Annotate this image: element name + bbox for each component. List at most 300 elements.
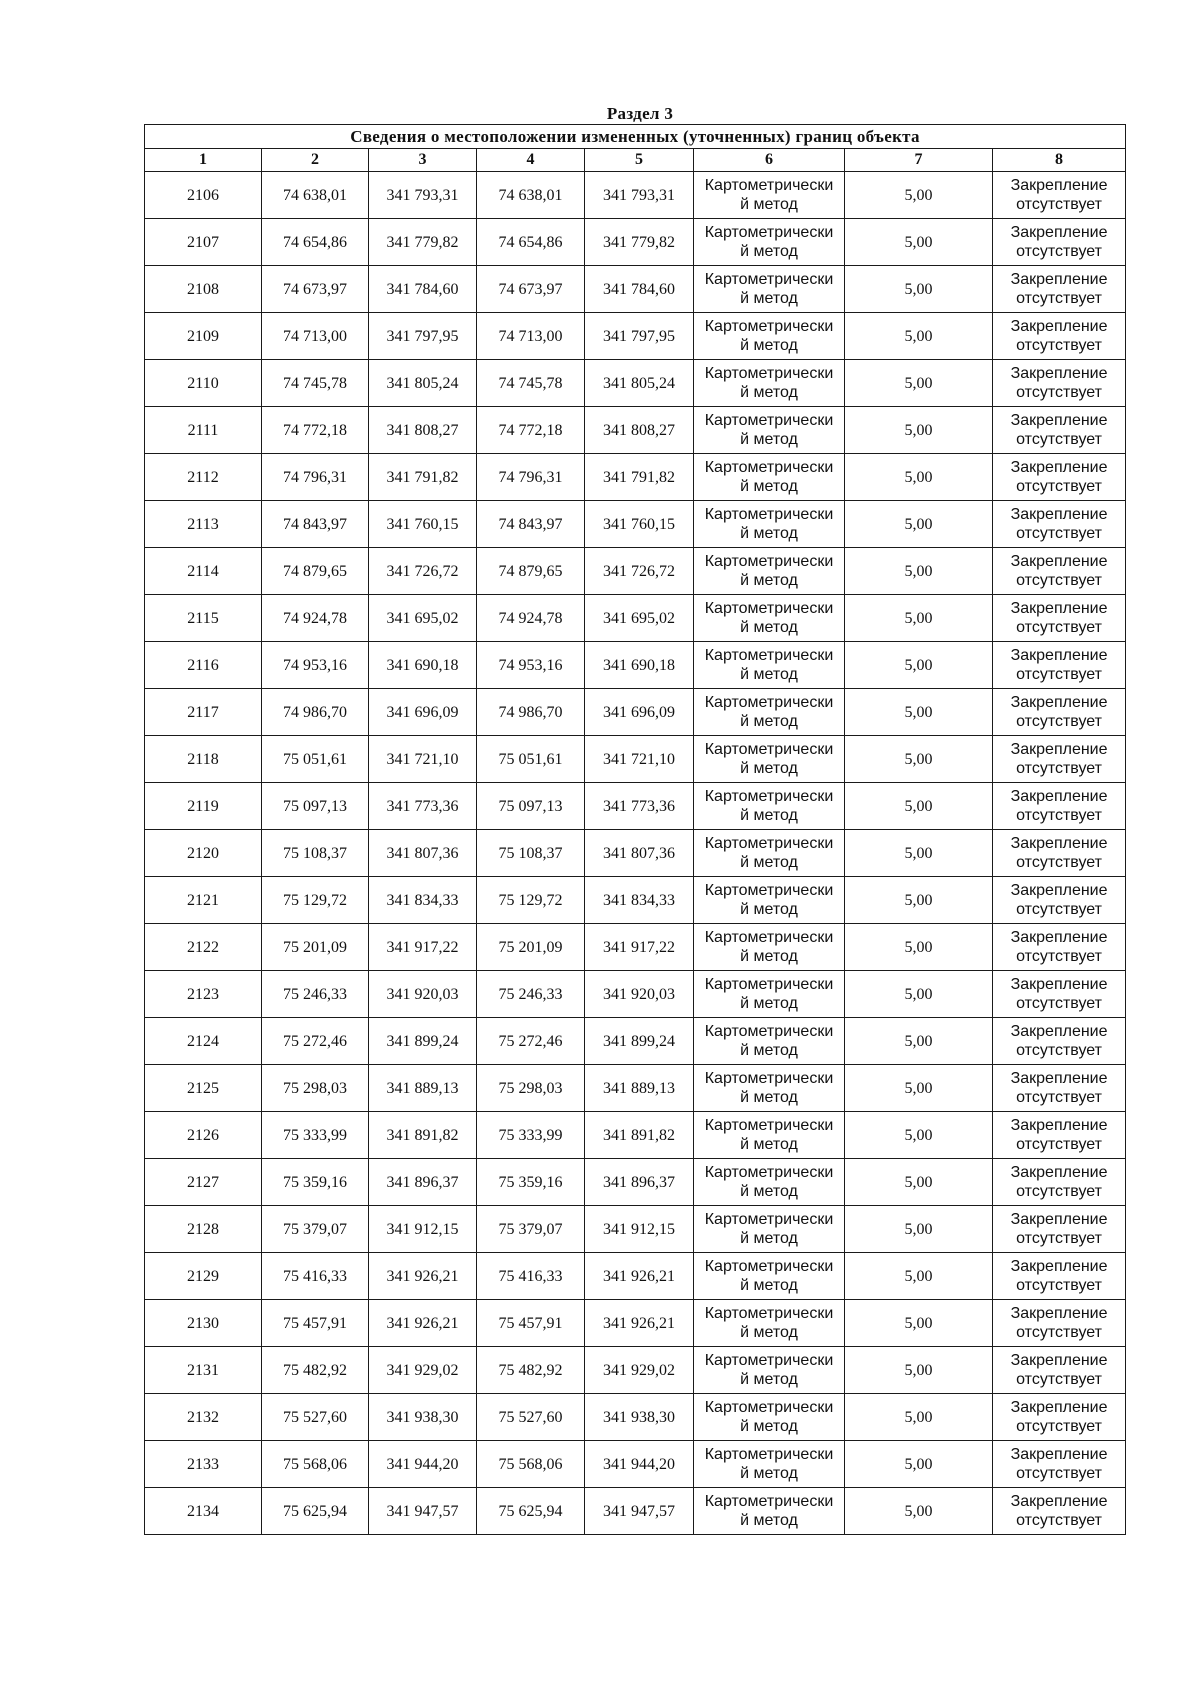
cell-x-existing: 74 673,97 (262, 266, 369, 313)
method-text-line: Картометрически (704, 1258, 834, 1275)
cell-x-existing: 75 129,72 (262, 877, 369, 924)
cell-x-existing: 74 745,78 (262, 360, 369, 407)
cell-point-number: 2126 (145, 1112, 262, 1159)
fixation-text-line: Закрепление (1010, 788, 1108, 805)
cell-fixation-description (993, 172, 1126, 219)
cell-fixation-description (993, 313, 1126, 360)
cell-y-refined: 341 721,10 (585, 736, 694, 783)
cell-y-refined: 341 779,82 (585, 219, 694, 266)
cell-y-existing: 341 793,31 (369, 172, 477, 219)
cell-y-refined: 341 899,24 (585, 1018, 694, 1065)
fixation-text-line: отсутствует (1016, 1089, 1102, 1106)
table-row (145, 219, 1126, 266)
method-text-line: й метод (740, 666, 798, 683)
cell-determination-method (694, 689, 845, 736)
cell-point-number: 2112 (145, 454, 262, 501)
method-text-line: й метод (740, 948, 798, 965)
fixation-text-line: отсутствует (1016, 713, 1102, 730)
cell-fixation-description (993, 830, 1126, 877)
cell-x-refined: 75 097,13 (477, 783, 585, 830)
cell-x-refined: 75 527,60 (477, 1394, 585, 1441)
table-row (145, 548, 1126, 595)
cell-point-number: 2130 (145, 1300, 262, 1347)
method-text-line: й метод (740, 243, 798, 260)
fixation-text-line: Закрепление (1010, 553, 1108, 570)
cell-determination-method (694, 454, 845, 501)
cell-y-refined: 341 791,82 (585, 454, 694, 501)
cell-y-refined: 341 938,30 (585, 1394, 694, 1441)
method-text-line: й метод (740, 1230, 798, 1247)
cell-y-existing: 341 938,30 (369, 1394, 477, 1441)
cell-x-existing: 74 924,78 (262, 595, 369, 642)
cell-determination-method (694, 783, 845, 830)
cell-y-existing: 341 721,10 (369, 736, 477, 783)
method-text-line: й метод (740, 1465, 798, 1482)
cell-x-refined: 75 379,07 (477, 1206, 585, 1253)
method-text-line: й метод (740, 1277, 798, 1294)
fixation-text-line: Закрепление (1010, 1023, 1108, 1040)
method-text-line: Картометрически (704, 929, 834, 946)
fixation-text-line: Закрепление (1010, 177, 1108, 194)
cell-y-existing: 341 920,03 (369, 971, 477, 1018)
cell-determination-method (694, 1253, 845, 1300)
cell-determination-method (694, 1112, 845, 1159)
cell-accuracy: 5,00 (845, 642, 993, 689)
table-row (145, 877, 1126, 924)
cell-point-number: 2134 (145, 1488, 262, 1535)
table-row (145, 971, 1126, 1018)
cell-accuracy: 5,00 (845, 924, 993, 971)
method-text-line: й метод (740, 1512, 798, 1529)
fixation-text-line: отсутствует (1016, 478, 1102, 495)
cell-y-existing: 341 791,82 (369, 454, 477, 501)
cell-fixation-description (993, 1065, 1126, 1112)
cell-accuracy: 5,00 (845, 1488, 993, 1535)
cell-x-refined: 74 673,97 (477, 266, 585, 313)
fixation-text-line: Закрепление (1010, 318, 1108, 335)
fixation-text-line: Закрепление (1010, 835, 1108, 852)
column-number-6: 6 (694, 149, 845, 172)
table-row (145, 454, 1126, 501)
cell-determination-method (694, 595, 845, 642)
fixation-text-line: Закрепление (1010, 365, 1108, 382)
cell-y-refined: 341 726,72 (585, 548, 694, 595)
cell-accuracy: 5,00 (845, 172, 993, 219)
cell-fixation-description (993, 501, 1126, 548)
cell-fixation-description (993, 783, 1126, 830)
fixation-text-line: Закрепление (1010, 459, 1108, 476)
fixation-text-line: Закрепление (1010, 1117, 1108, 1134)
method-text-line: й метод (740, 290, 798, 307)
cell-x-existing: 75 379,07 (262, 1206, 369, 1253)
cell-determination-method (694, 360, 845, 407)
method-text-line: Картометрически (704, 976, 834, 993)
cell-point-number: 2127 (145, 1159, 262, 1206)
cell-fixation-description (993, 1300, 1126, 1347)
section-heading: Раздел 3 (606, 104, 674, 123)
cell-accuracy: 5,00 (845, 877, 993, 924)
method-text-line: Картометрически (704, 412, 834, 429)
cell-determination-method (694, 1488, 845, 1535)
method-text-line: Картометрически (704, 1164, 834, 1181)
cell-accuracy: 5,00 (845, 548, 993, 595)
cell-point-number: 2129 (145, 1253, 262, 1300)
table-row (145, 1159, 1126, 1206)
cell-y-refined: 341 695,02 (585, 595, 694, 642)
column-number-row (145, 149, 1126, 172)
cell-point-number: 2116 (145, 642, 262, 689)
method-text-line: й метод (740, 525, 798, 542)
cell-x-existing: 74 953,16 (262, 642, 369, 689)
table-row (145, 924, 1126, 971)
method-text-line: й метод (740, 1089, 798, 1106)
table-row (145, 1065, 1126, 1112)
cell-point-number: 2106 (145, 172, 262, 219)
fixation-text-line: отсутствует (1016, 1183, 1102, 1200)
cell-y-existing: 341 926,21 (369, 1300, 477, 1347)
cell-y-refined: 341 917,22 (585, 924, 694, 971)
fixation-text-line: отсутствует (1016, 1042, 1102, 1059)
cell-fixation-description (993, 595, 1126, 642)
cell-determination-method (694, 1347, 845, 1394)
cell-fixation-description (993, 1253, 1126, 1300)
method-text-line: Картометрически (704, 459, 834, 476)
cell-y-refined: 341 793,31 (585, 172, 694, 219)
table-row (145, 1300, 1126, 1347)
table-row (145, 783, 1126, 830)
cell-x-refined: 75 457,91 (477, 1300, 585, 1347)
method-text-line: Картометрически (704, 1493, 834, 1510)
cell-fixation-description (993, 1488, 1126, 1535)
cell-determination-method (694, 1065, 845, 1112)
cell-x-existing: 74 796,31 (262, 454, 369, 501)
cell-y-existing: 341 944,20 (369, 1441, 477, 1488)
cell-x-existing: 75 625,94 (262, 1488, 369, 1535)
cell-x-refined: 74 843,97 (477, 501, 585, 548)
cell-y-existing: 341 896,37 (369, 1159, 477, 1206)
fixation-text-line: Закрепление (1010, 224, 1108, 241)
method-text-line: й метод (740, 1324, 798, 1341)
cell-determination-method (694, 1018, 845, 1065)
fixation-text-line: Закрепление (1010, 600, 1108, 617)
cell-point-number: 2133 (145, 1441, 262, 1488)
table-body (145, 172, 1126, 1535)
fixation-text-line: Закрепление (1010, 1070, 1108, 1087)
cell-point-number: 2108 (145, 266, 262, 313)
boundary-coordinates-table (144, 124, 1126, 1535)
cell-determination-method (694, 736, 845, 783)
cell-x-existing: 75 527,60 (262, 1394, 369, 1441)
cell-determination-method (694, 313, 845, 360)
fixation-text-line: отсутствует (1016, 431, 1102, 448)
method-text-line: Картометрически (704, 600, 834, 617)
method-text-line: Картометрически (704, 365, 834, 382)
cell-accuracy: 5,00 (845, 219, 993, 266)
fixation-text-line: отсутствует (1016, 1371, 1102, 1388)
table-row (145, 736, 1126, 783)
cell-y-existing: 341 929,02 (369, 1347, 477, 1394)
method-text-line: й метод (740, 337, 798, 354)
cell-accuracy: 5,00 (845, 595, 993, 642)
cell-x-refined: 74 924,78 (477, 595, 585, 642)
cell-x-refined: 74 879,65 (477, 548, 585, 595)
cell-x-refined: 74 654,86 (477, 219, 585, 266)
method-text-line: Картометрически (704, 694, 834, 711)
fixation-text-line: отсутствует (1016, 196, 1102, 213)
table-row (145, 501, 1126, 548)
cell-y-refined: 341 696,09 (585, 689, 694, 736)
cell-x-existing: 74 879,65 (262, 548, 369, 595)
cell-x-existing: 75 097,13 (262, 783, 369, 830)
cell-accuracy: 5,00 (845, 1300, 993, 1347)
cell-y-existing: 341 784,60 (369, 266, 477, 313)
method-text-line: Картометрически (704, 177, 834, 194)
column-number-1: 1 (145, 149, 262, 172)
method-text-line: й метод (740, 431, 798, 448)
cell-y-refined: 341 690,18 (585, 642, 694, 689)
fixation-text-line: Закрепление (1010, 741, 1108, 758)
cell-point-number: 2128 (145, 1206, 262, 1253)
cell-y-existing: 341 926,21 (369, 1253, 477, 1300)
cell-y-refined: 341 926,21 (585, 1253, 694, 1300)
cell-determination-method (694, 1394, 845, 1441)
cell-point-number: 2131 (145, 1347, 262, 1394)
cell-y-existing: 341 805,24 (369, 360, 477, 407)
cell-fixation-description (993, 642, 1126, 689)
cell-point-number: 2107 (145, 219, 262, 266)
cell-fixation-description (993, 219, 1126, 266)
cell-accuracy: 5,00 (845, 1018, 993, 1065)
cell-accuracy: 5,00 (845, 736, 993, 783)
cell-y-refined: 341 834,33 (585, 877, 694, 924)
fixation-text-line: Закрепление (1010, 1446, 1108, 1463)
method-text-line: й метод (740, 807, 798, 824)
fixation-text-line: отсутствует (1016, 995, 1102, 1012)
cell-y-refined: 341 947,57 (585, 1488, 694, 1535)
table-row (145, 172, 1126, 219)
cell-fixation-description (993, 689, 1126, 736)
cell-y-refined: 341 773,36 (585, 783, 694, 830)
cell-x-existing: 75 108,37 (262, 830, 369, 877)
fixation-text-line: отсутствует (1016, 1230, 1102, 1247)
fixation-text-line: Закрепление (1010, 271, 1108, 288)
cell-fixation-description (993, 1159, 1126, 1206)
cell-determination-method (694, 172, 845, 219)
fixation-text-line: Закрепление (1010, 1352, 1108, 1369)
cell-determination-method (694, 219, 845, 266)
column-number-8: 8 (993, 149, 1126, 172)
cell-accuracy: 5,00 (845, 1065, 993, 1112)
method-text-line: Картометрически (704, 1305, 834, 1322)
cell-y-refined: 341 805,24 (585, 360, 694, 407)
method-text-line: й метод (740, 1183, 798, 1200)
method-text-line: Картометрически (704, 553, 834, 570)
cell-fixation-description (993, 548, 1126, 595)
cell-point-number: 2110 (145, 360, 262, 407)
fixation-text-line: Закрепление (1010, 1258, 1108, 1275)
cell-determination-method (694, 407, 845, 454)
cell-fixation-description (993, 1112, 1126, 1159)
fixation-text-line: отсутствует (1016, 572, 1102, 589)
fixation-text-line: Закрепление (1010, 1493, 1108, 1510)
column-number-4: 4 (477, 149, 585, 172)
fixation-text-line: Закрепление (1010, 412, 1108, 429)
cell-point-number: 2114 (145, 548, 262, 595)
cell-fixation-description (993, 971, 1126, 1018)
method-text-line: й метод (740, 1042, 798, 1059)
cell-accuracy: 5,00 (845, 783, 993, 830)
method-text-line: Картометрически (704, 1211, 834, 1228)
fixation-text-line: отсутствует (1016, 854, 1102, 871)
cell-accuracy: 5,00 (845, 830, 993, 877)
cell-x-refined: 75 201,09 (477, 924, 585, 971)
fixation-text-line: отсутствует (1016, 666, 1102, 683)
cell-determination-method (694, 1441, 845, 1488)
cell-accuracy: 5,00 (845, 313, 993, 360)
cell-x-refined: 74 796,31 (477, 454, 585, 501)
method-text-line: Картометрически (704, 835, 834, 852)
table-row (145, 1206, 1126, 1253)
fixation-text-line: Закрепление (1010, 694, 1108, 711)
method-text-line: й метод (740, 1136, 798, 1153)
cell-x-refined: 75 246,33 (477, 971, 585, 1018)
cell-fixation-description (993, 454, 1126, 501)
cell-x-existing: 74 638,01 (262, 172, 369, 219)
method-text-line: Картометрически (704, 1023, 834, 1040)
cell-x-refined: 75 129,72 (477, 877, 585, 924)
cell-fixation-description (993, 1347, 1126, 1394)
cell-accuracy: 5,00 (845, 501, 993, 548)
cell-y-refined: 341 889,13 (585, 1065, 694, 1112)
method-text-line: й метод (740, 196, 798, 213)
cell-fixation-description (993, 736, 1126, 783)
table-row (145, 1018, 1126, 1065)
cell-x-refined: 75 051,61 (477, 736, 585, 783)
cell-x-refined: 74 772,18 (477, 407, 585, 454)
fixation-text-line: отсутствует (1016, 619, 1102, 636)
method-text-line: Картометрически (704, 647, 834, 664)
cell-x-refined: 74 953,16 (477, 642, 585, 689)
cell-x-existing: 75 298,03 (262, 1065, 369, 1112)
cell-accuracy: 5,00 (845, 1347, 993, 1394)
table-row (145, 1253, 1126, 1300)
cell-determination-method (694, 924, 845, 971)
fixation-text-line: отсутствует (1016, 1324, 1102, 1341)
fixation-text-line: отсутствует (1016, 948, 1102, 965)
cell-y-refined: 341 797,95 (585, 313, 694, 360)
cell-y-existing: 341 912,15 (369, 1206, 477, 1253)
cell-y-existing: 341 899,24 (369, 1018, 477, 1065)
fixation-text-line: отсутствует (1016, 1277, 1102, 1294)
method-text-line: й метод (740, 760, 798, 777)
cell-accuracy: 5,00 (845, 1112, 993, 1159)
cell-determination-method (694, 501, 845, 548)
cell-x-refined: 75 482,92 (477, 1347, 585, 1394)
cell-determination-method (694, 642, 845, 689)
fixation-text-line: отсутствует (1016, 1418, 1102, 1435)
cell-determination-method (694, 1159, 845, 1206)
cell-accuracy: 5,00 (845, 689, 993, 736)
cell-point-number: 2122 (145, 924, 262, 971)
cell-point-number: 2132 (145, 1394, 262, 1441)
method-text-line: Картометрически (704, 882, 834, 899)
table-row (145, 1347, 1126, 1394)
method-text-line: й метод (740, 901, 798, 918)
table-row (145, 266, 1126, 313)
table-row (145, 1112, 1126, 1159)
cell-point-number: 2113 (145, 501, 262, 548)
cell-x-existing: 74 654,86 (262, 219, 369, 266)
table-row (145, 1488, 1126, 1535)
cell-fixation-description (993, 360, 1126, 407)
fixation-text-line: отсутствует (1016, 807, 1102, 824)
cell-point-number: 2115 (145, 595, 262, 642)
fixation-text-line: Закрепление (1010, 1305, 1108, 1322)
method-text-line: Картометрически (704, 1352, 834, 1369)
cell-y-refined: 341 808,27 (585, 407, 694, 454)
fixation-text-line: Закрепление (1010, 882, 1108, 899)
cell-fixation-description (993, 924, 1126, 971)
cell-y-existing: 341 891,82 (369, 1112, 477, 1159)
cell-x-refined: 75 333,99 (477, 1112, 585, 1159)
cell-determination-method (694, 548, 845, 595)
table-row (145, 595, 1126, 642)
method-text-line: й метод (740, 713, 798, 730)
cell-y-existing: 341 726,72 (369, 548, 477, 595)
cell-y-existing: 341 947,57 (369, 1488, 477, 1535)
cell-y-refined: 341 912,15 (585, 1206, 694, 1253)
cell-x-refined: 75 272,46 (477, 1018, 585, 1065)
table-title: Сведения о местоположении измененных (уточненных) границ объекта (145, 125, 1126, 149)
method-text-line: Картометрически (704, 506, 834, 523)
fixation-text-line: Закрепление (1010, 1164, 1108, 1181)
column-number-5: 5 (585, 149, 694, 172)
cell-y-existing: 341 773,36 (369, 783, 477, 830)
table-row (145, 407, 1126, 454)
fixation-text-line: Закрепление (1010, 1211, 1108, 1228)
cell-accuracy: 5,00 (845, 266, 993, 313)
cell-determination-method (694, 971, 845, 1018)
method-text-line: й метод (740, 995, 798, 1012)
cell-y-refined: 341 920,03 (585, 971, 694, 1018)
cell-point-number: 2119 (145, 783, 262, 830)
table-row (145, 830, 1126, 877)
cell-fixation-description (993, 407, 1126, 454)
cell-x-existing: 75 568,06 (262, 1441, 369, 1488)
fixation-text-line: отсутствует (1016, 525, 1102, 542)
cell-x-existing: 74 986,70 (262, 689, 369, 736)
cell-y-existing: 341 917,22 (369, 924, 477, 971)
cell-x-existing: 75 051,61 (262, 736, 369, 783)
method-text-line: Картометрически (704, 1070, 834, 1087)
cell-x-refined: 74 713,00 (477, 313, 585, 360)
method-text-line: Картометрически (704, 318, 834, 335)
cell-fixation-description (993, 266, 1126, 313)
cell-x-refined: 74 638,01 (477, 172, 585, 219)
fixation-text-line: отсутствует (1016, 901, 1102, 918)
cell-x-existing: 74 713,00 (262, 313, 369, 360)
cell-accuracy: 5,00 (845, 454, 993, 501)
cell-x-refined: 75 625,94 (477, 1488, 585, 1535)
cell-y-existing: 341 807,36 (369, 830, 477, 877)
method-text-line: Картометрически (704, 271, 834, 288)
cell-point-number: 2120 (145, 830, 262, 877)
method-text-line: Картометрически (704, 1399, 834, 1416)
method-text-line: й метод (740, 1371, 798, 1388)
cell-x-refined: 74 745,78 (477, 360, 585, 407)
column-number-7: 7 (845, 149, 993, 172)
fixation-text-line: отсутствует (1016, 1512, 1102, 1529)
